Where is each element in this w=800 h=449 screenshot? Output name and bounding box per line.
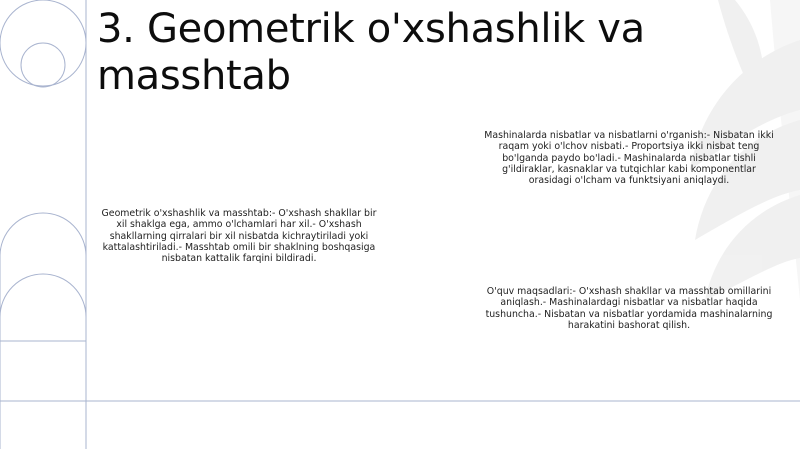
outline-circle-small — [21, 43, 65, 87]
text-block-geometric-similarity: Geometrik o'xshashlik va masshtab:- O'xshash shakllar bir xil shaklga ega, ammo o'lchamlari har xil.- O'xshash shakllarning qirralari bir xil nisbatda kichraytiriladi yoki kattalashtiriladi.- Masshtab omili bir shaklning boshqasiga nisbatan kattalik farqini bildiradi. — [101, 208, 377, 265]
text-block-ratios-in-machines: Mashinalarda nisbatlar va nisbatlarni o'rganish:- Nisbatan ikki raqam yoki o'lchov nisbati.- Proportsiya ikki nisbat teng bo'lganda paydo bo'ladi.- Mashinalarda nisbatlar tishli g'ildiraklar, kasnaklar va tutqichlar kabi komponentlar orasidagi o'lcham va funktsiyani aniqlaydi. — [484, 130, 774, 187]
outline-arch-upper — [0, 213, 86, 449]
slide-title: 3. Geometrik o'xshashlik va masshtab — [97, 6, 645, 99]
outline-arch-lower — [0, 274, 86, 317]
text-block-learning-objectives: O'quv maqsadlari:- O'xshash shakllar va masshtab omillarini aniqlash.- Mashinalardagi nisbatlar va nisbatlar haqida tushuncha.- Nisbatan va nisbatlar yordamida mashinalarning harakatini bashorat qilish. — [485, 286, 773, 331]
